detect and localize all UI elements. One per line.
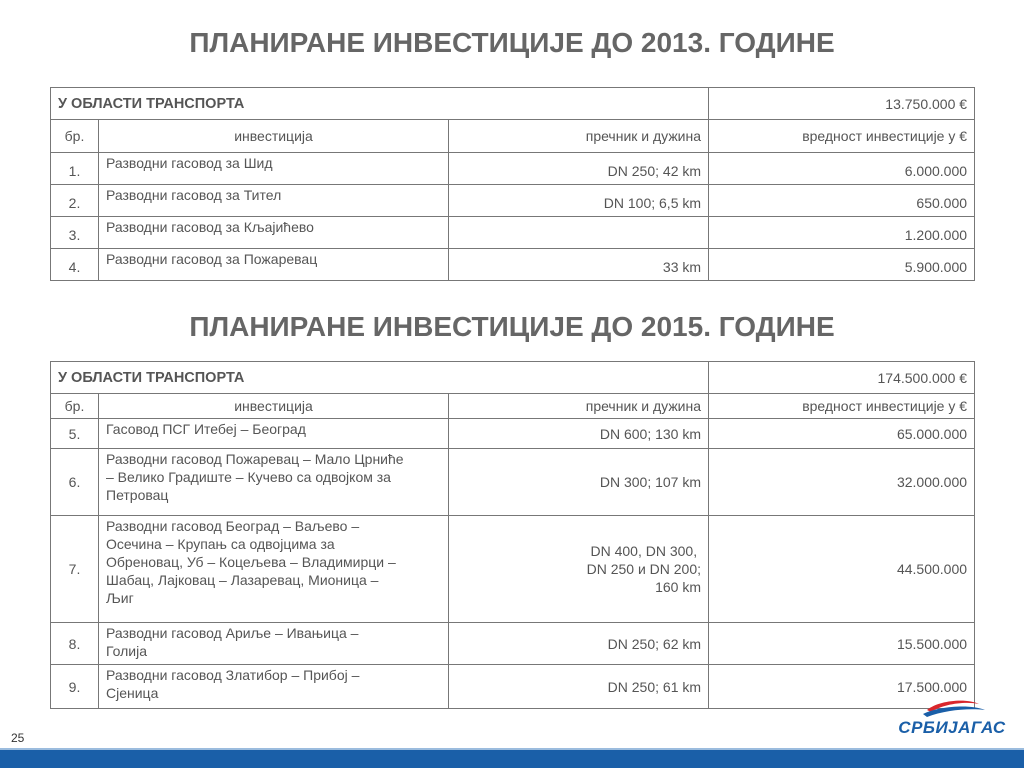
row-investment-line: – Велико Градиште – Кучево са одвојком за bbox=[106, 469, 391, 485]
row-dimensions-line: 160 km bbox=[655, 579, 702, 595]
row-value: 65.000.000 bbox=[709, 419, 975, 449]
area-total: 13.750.000 € bbox=[709, 88, 975, 120]
header-value: вредност инвестиције у € bbox=[709, 120, 975, 153]
row-investment-line: Шабац, Лајковац – Лазаревац, Мионица – bbox=[106, 572, 379, 588]
row-dimensions bbox=[449, 217, 709, 249]
row-investment-line: Сјеница bbox=[106, 685, 159, 701]
row-dimensions-line: DN 300; 107 km bbox=[599, 474, 702, 490]
row-dimensions bbox=[449, 449, 709, 516]
row-value: 15.500.000 bbox=[709, 623, 975, 665]
row-investment: Разводни гасовод за Тител bbox=[99, 185, 449, 217]
table-row bbox=[51, 217, 975, 249]
row-dimensions-line: DN 250 и DN 200; bbox=[586, 561, 702, 577]
table-row bbox=[51, 449, 975, 516]
area-label: У ОБЛАСТИ ТРАНСПОРТА bbox=[51, 88, 709, 120]
area-total: 174.500.000 € bbox=[709, 362, 975, 394]
row-dimensions bbox=[449, 516, 709, 623]
row-dimensions-line: DN 250; 62 km bbox=[607, 635, 702, 652]
page-title-2015: ПЛАНИРАНЕ ИНВЕСТИЦИЈЕ ДО 2015. ГОДИНЕ bbox=[189, 311, 835, 342]
header-value: вредност инвестиције у € bbox=[709, 394, 975, 419]
row-investment-line: Разводни гасовод Пожаревац – Мало Црниће bbox=[106, 451, 404, 467]
footer-bar bbox=[0, 750, 1024, 768]
row-investment-line: Петровац bbox=[106, 487, 169, 503]
row-investment-line: Обреновац, Уб – Коцељева – Владимирци – bbox=[106, 554, 396, 570]
row-number: 6. bbox=[51, 449, 99, 516]
row-number: 7. bbox=[51, 516, 99, 623]
row-investment: Разводни гасовод за Кљајићево bbox=[99, 217, 449, 249]
row-value: 5.900.000 bbox=[709, 249, 975, 281]
row-investment-line: Љиг bbox=[106, 590, 134, 606]
area-label: У ОБЛАСТИ ТРАНСПОРТА bbox=[51, 362, 709, 394]
table-header-row bbox=[51, 394, 975, 419]
area-row bbox=[51, 88, 975, 120]
row-value: 1.200.000 bbox=[709, 217, 975, 249]
logo-text: СРБИЈАГАС bbox=[898, 718, 1006, 737]
table-row bbox=[51, 419, 975, 449]
table-row bbox=[51, 623, 975, 665]
row-investment: Разводни гасовод за Шид bbox=[99, 153, 449, 185]
page-title-2013: ПЛАНИРАНЕ ИНВЕСТИЦИЈЕ ДО 2013. ГОДИНЕ bbox=[189, 27, 835, 58]
row-investment bbox=[99, 665, 449, 709]
page-number: 25 bbox=[11, 731, 25, 745]
row-value: 6.000.000 bbox=[709, 153, 975, 185]
row-investment bbox=[99, 516, 449, 623]
area-row bbox=[51, 362, 975, 394]
row-value: 17.500.000 bbox=[709, 665, 975, 709]
row-dimensions-line: DN 400, DN 300, bbox=[590, 543, 698, 559]
row-dimensions: DN 250; 42 km bbox=[449, 153, 709, 185]
row-dimensions-block bbox=[587, 542, 701, 596]
row-number: 1. bbox=[51, 153, 99, 185]
table-row bbox=[51, 665, 975, 709]
row-value: 650.000 bbox=[709, 185, 975, 217]
row-dimensions bbox=[449, 665, 709, 709]
logo-swoosh-icon bbox=[893, 696, 1011, 720]
row-investment bbox=[99, 623, 449, 665]
header-number: бр. bbox=[51, 120, 99, 153]
row-investment: Гасовод ПСГ Итебеј – Београд bbox=[99, 419, 449, 449]
table-row bbox=[51, 516, 975, 623]
company-logo bbox=[893, 696, 1011, 742]
row-dimensions bbox=[449, 623, 709, 665]
header-dimensions: пречник и дужина bbox=[449, 394, 709, 419]
row-dimensions: 33 km bbox=[449, 249, 709, 281]
table-row bbox=[51, 185, 975, 217]
investments-table-2013 bbox=[50, 87, 975, 281]
row-investment: Разводни гасовод за Пожаревац bbox=[99, 249, 449, 281]
table-row bbox=[51, 249, 975, 281]
row-dimensions: DN 100; 6,5 km bbox=[449, 185, 709, 217]
row-number: 3. bbox=[51, 217, 99, 249]
table-header-row bbox=[51, 120, 975, 153]
row-investment-line: Разводни гасовод Београд – Ваљево – bbox=[106, 518, 360, 534]
row-number: 2. bbox=[51, 185, 99, 217]
header-investment: инвестиција bbox=[99, 120, 449, 153]
row-number: 8. bbox=[51, 623, 99, 665]
row-investment-line: Разводни гасовод Златибор – Прибој – bbox=[106, 667, 360, 683]
table-row bbox=[51, 153, 975, 185]
row-number: 5. bbox=[51, 419, 99, 449]
header-investment: инвестиција bbox=[99, 394, 449, 419]
row-value: 44.500.000 bbox=[709, 516, 975, 623]
investments-table-2015 bbox=[50, 361, 975, 709]
header-dimensions: пречник и дужина bbox=[449, 120, 709, 153]
row-dimensions bbox=[449, 419, 709, 449]
row-investment bbox=[99, 449, 449, 516]
row-number: 9. bbox=[51, 665, 99, 709]
row-investment-line: Разводни гасовод Ариље – Ивањица – bbox=[106, 625, 359, 641]
row-value: 32.000.000 bbox=[709, 449, 975, 516]
row-dimensions-line: DN 600; 130 km bbox=[599, 425, 702, 442]
header-number: бр. bbox=[51, 394, 99, 419]
row-investment-line: Голија bbox=[106, 643, 148, 659]
row-investment-line: Осечина – Крупањ са одвојцима за bbox=[106, 536, 335, 552]
row-number: 4. bbox=[51, 249, 99, 281]
row-dimensions-line: DN 250; 61 km bbox=[607, 678, 702, 695]
